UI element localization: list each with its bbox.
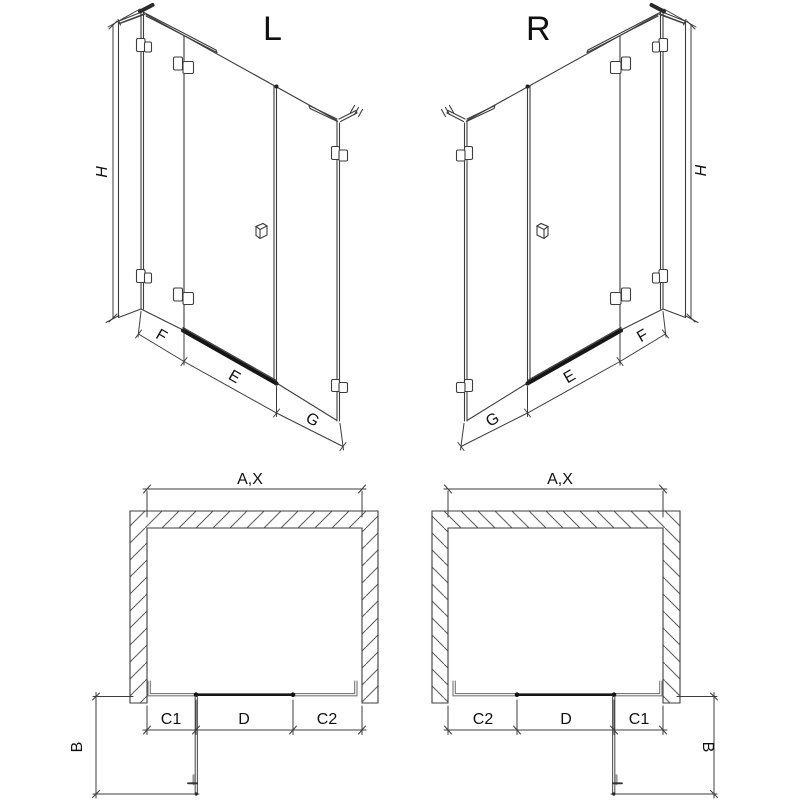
- depth-dimension-label: B: [699, 741, 716, 753]
- dimension-lines: [106, 9, 346, 451]
- segment-c1-label: C1: [160, 711, 182, 728]
- segment-d-label: D: [238, 711, 250, 728]
- height-dimension-label: H: [691, 164, 708, 176]
- segment-f-label: F: [152, 326, 170, 346]
- iso-view-right: [400, 0, 800, 460]
- plan-view-right: [400, 460, 740, 800]
- door-handle-knob: [256, 224, 267, 239]
- segment-e-label: E: [560, 367, 579, 388]
- segment-f-label: F: [634, 326, 652, 346]
- height-dimension-label: H: [94, 166, 111, 178]
- mirrored-plan-art: [432, 485, 718, 798]
- segment-c2-label: C2: [316, 711, 338, 728]
- segment-c2-label: C2: [472, 711, 494, 728]
- segment-g-label: G: [483, 409, 503, 431]
- variant-label-left: L: [263, 10, 282, 48]
- segment-c1-label: C1: [628, 711, 650, 728]
- segment-e-label: E: [225, 367, 244, 388]
- plan-line-art: [93, 485, 379, 798]
- depth-dimension-label: B: [69, 741, 86, 753]
- width-dimension-label: A,X: [547, 471, 573, 488]
- segment-d-label: D: [560, 711, 572, 728]
- iso-view-left: [0, 0, 400, 460]
- segment-g-label: G: [302, 409, 322, 431]
- variant-label-right: R: [526, 10, 551, 48]
- plan-view-left: [60, 460, 400, 800]
- hinges-and-brackets: [137, 39, 348, 393]
- width-dimension-label: A,X: [237, 471, 263, 488]
- wall-hatching: [130, 511, 378, 703]
